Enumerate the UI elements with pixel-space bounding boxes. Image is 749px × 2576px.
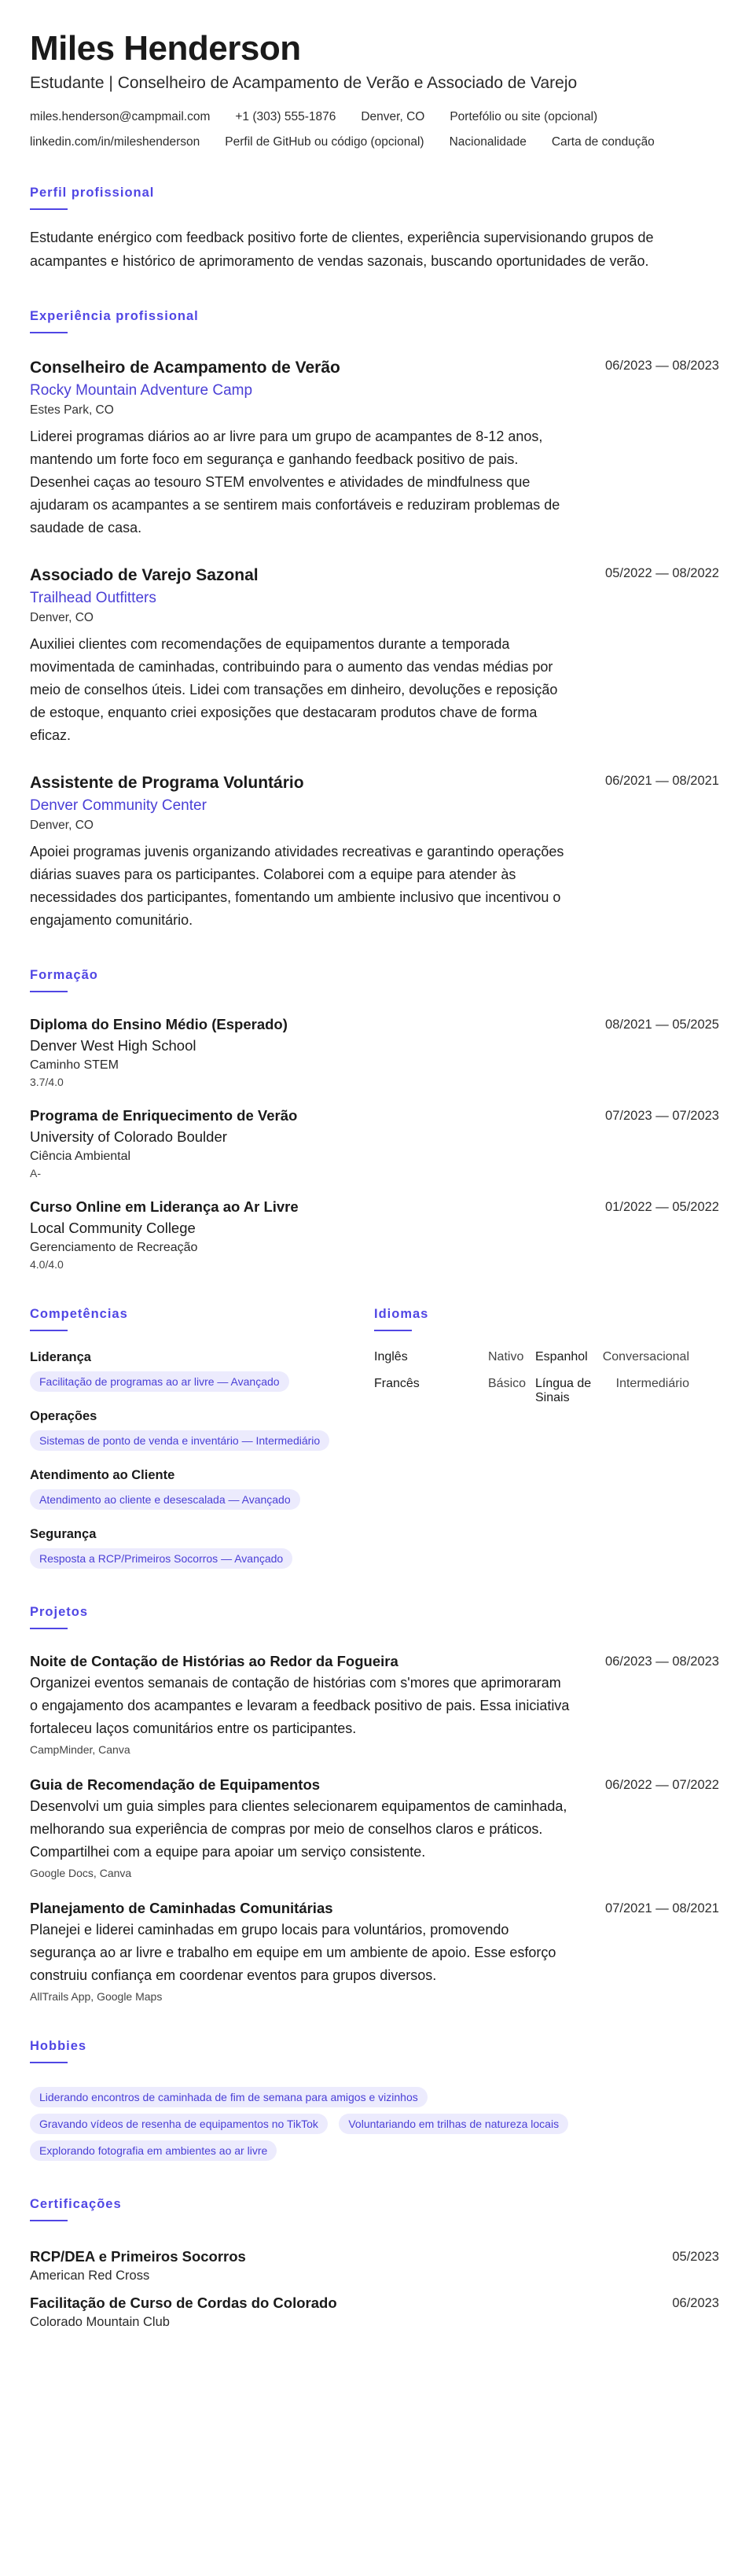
resume-header (30, 28, 719, 149)
job-description: Auxiliei clientes com recomendações de equipamentos durante a temporada movimentada de caminhadas, contribuindo para o aumento das vendas médias por meio de conselhos úteis. Lidei com transações em dinheiro, devoluções e reposição de estoque, enquanto criei exposições que destacaram produtos chave de forma eficaz. (30, 636, 558, 743)
edu-degree: Programa de Enriquecimento de Verão (30, 1107, 298, 1124)
skill-tag: Resposta a RCP/Primeiros Socorros — Avançado (30, 1548, 292, 1569)
job-location: Denver, CO (30, 819, 94, 832)
skill-tag: Atendimento ao cliente e desescalada — Avançado (30, 1489, 300, 1510)
skill-tag: Sistemas de ponto de venda e inventário — Intermediário (30, 1430, 329, 1451)
project-tools: AllTrails App, Google Maps (30, 1990, 163, 2003)
hobbies-section (30, 2039, 719, 2161)
edu-dates: 07/2023 — 07/2023 (605, 1109, 719, 1123)
project-item (30, 1653, 719, 1756)
edu-field: Gerenciamento de Recreação (30, 1241, 198, 1254)
section-title: Formação (30, 968, 98, 982)
project-description: Desenvolvi um guia simples para clientes selecionarem equipamentos de caminhada, melhorando sua experiência de compras por meio de conselhos claros e práticos. Compartilhei com a equipe para apoiar um serviço consistente. (30, 1798, 567, 1860)
certifications-section (30, 2197, 719, 2330)
section-title: Certificações (30, 2197, 122, 2211)
section-title: Idiomas (374, 1307, 429, 1321)
project-description: Organizei eventos semanais de contação de histórias com s'mores que aprimoraram o engajamento dos acampantes e levaram a feedback positivo de pais. Essa iniciativa fortaleceu laços comunitários entre os participantes. (30, 1675, 570, 1736)
edu-field: Caminho STEM (30, 1058, 119, 1072)
project-dates: 06/2022 — 07/2022 (605, 1778, 719, 1792)
skill-group (30, 1468, 374, 1510)
edu-degree: Curso Online em Liderança ao Ar Livre (30, 1198, 299, 1215)
job-employer: Denver Community Center (30, 797, 207, 814)
job-employer: Rocky Mountain Adventure Camp (30, 382, 253, 399)
edu-dates: 08/2021 — 05/2025 (605, 1018, 719, 1032)
certification-item (30, 2248, 719, 2283)
hobby-tag: Gravando vídeos de resenha de equipamentos no TikTok (30, 2114, 328, 2134)
projects-section (30, 1605, 719, 2003)
section-divider (30, 332, 68, 333)
section-title: Experiência profissional (30, 309, 199, 323)
section-divider (30, 1330, 68, 1331)
section-divider (30, 1628, 68, 1629)
experience-item (30, 565, 719, 747)
skill-tag: Facilitação de programas ao ar livre — Avançado (30, 1371, 289, 1392)
contact-email[interactable]: miles.henderson@campmail.com (30, 110, 211, 123)
cert-issuer: American Red Cross (30, 2269, 150, 2283)
project-description: Planejei e liderei caminhadas em grupo locais para voluntários, promovendo segurança ao ar livre e trabalho em equipe em um ambiente de apoio. Esse esforço construiu confiança em coordenar eventos para grupos diversos. (30, 1922, 556, 1983)
edu-grade: A- (30, 1167, 41, 1179)
project-title: Planejamento de Caminhadas Comunitárias (30, 1900, 333, 1916)
contact-driving-license: Carta de condução (551, 135, 655, 149)
languages-grid (374, 1350, 688, 1405)
language-level: Básico (488, 1377, 527, 1390)
profile-summary: Estudante enérgico com feedback positivo forte de clientes, experiência supervisionando grupos de acampantes e histórico de aprimoramento de vendas sazonais, buscando oportunidades de verão. (30, 230, 654, 269)
contact-nationality: Nacionalidade (449, 135, 527, 149)
edu-school: Denver West High School (30, 1037, 196, 1054)
contact-portfolio[interactable]: Portefólio ou site (opcional) (450, 110, 598, 123)
skill-name: Operações (30, 1409, 97, 1423)
cert-name: RCP/DEA e Primeiros Socorros (30, 2248, 246, 2265)
language-name: Francês (374, 1377, 420, 1390)
skills-section (30, 1307, 374, 1569)
project-title: Noite de Contação de Histórias ao Redor da Fogueira (30, 1653, 398, 1669)
cert-name: Facilitação de Curso de Cordas do Colorado (30, 2294, 337, 2311)
candidate-name: Miles Henderson (30, 29, 301, 68)
education-item (30, 1107, 719, 1179)
education-item (30, 1198, 719, 1271)
education-section (30, 968, 719, 1271)
job-employer: Trailhead Outfitters (30, 590, 156, 606)
job-location: Estes Park, CO (30, 403, 114, 417)
project-tools: Google Docs, Canva (30, 1867, 132, 1879)
contact-github[interactable]: Perfil de GitHub ou código (opcional) (225, 135, 424, 149)
education-item (30, 1016, 719, 1088)
language-name: Inglês (374, 1350, 408, 1363)
hobby-tag: Voluntariando em trilhas de natureza locais (339, 2114, 568, 2134)
experience-section (30, 309, 719, 932)
edu-grade: 3.7/4.0 (30, 1076, 64, 1088)
skill-name: Segurança (30, 1527, 97, 1541)
section-divider (374, 1330, 412, 1331)
language-level: Nativo (488, 1350, 524, 1363)
section-divider (30, 208, 68, 210)
skill-group (30, 1350, 374, 1392)
section-title: Competências (30, 1307, 128, 1321)
project-tools: CampMinder, Canva (30, 1743, 130, 1756)
cert-date: 06/2023 (672, 2296, 719, 2310)
experience-item (30, 772, 719, 932)
skill-group (30, 1409, 374, 1451)
job-title: Associado de Varejo Sazonal (30, 566, 259, 584)
section-title: Perfil profissional (30, 186, 155, 200)
edu-grade: 4.0/4.0 (30, 1258, 64, 1271)
cert-date: 05/2023 (672, 2250, 719, 2264)
section-divider (30, 991, 68, 992)
job-dates: 06/2023 — 08/2023 (605, 359, 719, 373)
language-level: Intermediário (615, 1377, 689, 1390)
language-name: Espanhol (535, 1350, 588, 1363)
project-title: Guia de Recomendação de Equipamentos (30, 1776, 321, 1793)
languages-section (374, 1307, 688, 1569)
section-divider (30, 2062, 68, 2063)
project-dates: 07/2021 — 08/2021 (605, 1901, 719, 1915)
section-title: Hobbies (30, 2039, 87, 2053)
edu-degree: Diploma do Ensino Médio (Esperado) (30, 1016, 288, 1032)
hobby-tag: Explorando fotografia em ambientes ao ar livre (30, 2140, 277, 2161)
contact-linkedin[interactable]: linkedin.com/in/mileshenderson (30, 135, 200, 149)
skill-group (30, 1527, 374, 1569)
certification-item (30, 2294, 719, 2330)
job-location: Denver, CO (30, 611, 94, 624)
job-dates: 06/2021 — 08/2021 (605, 774, 719, 788)
skill-name: Liderança (30, 1350, 91, 1364)
cert-issuer: Colorado Mountain Club (30, 2315, 170, 2329)
skills-languages-row (30, 1307, 719, 1569)
edu-dates: 01/2022 — 05/2022 (605, 1200, 719, 1214)
skill-name: Atendimento ao Cliente (30, 1468, 175, 1482)
language-level: Conversacional (602, 1350, 689, 1363)
job-title: Conselheiro de Acampamento de Verão (30, 359, 340, 377)
job-title: Assistente de Programa Voluntário (30, 774, 304, 792)
section-title: Projetos (30, 1605, 89, 1619)
experience-item (30, 357, 719, 539)
language-name: Língua de Sinais (535, 1377, 592, 1404)
edu-school: University of Colorado Boulder (30, 1128, 227, 1145)
contact-list (30, 110, 719, 149)
contact-phone[interactable]: +1 (303) 555-1876 (235, 110, 336, 123)
hobby-tags (30, 2081, 719, 2161)
project-item (30, 1900, 719, 2003)
contact-location: Denver, CO (361, 110, 425, 123)
candidate-headline: Estudante | Conselheiro de Acampamento de Verão e Associado de Varejo (30, 74, 578, 92)
section-divider (30, 2220, 68, 2221)
hobby-tag: Liderando encontros de caminhada de fim de semana para amigos e vizinhos (30, 2087, 428, 2107)
edu-field: Ciência Ambiental (30, 1150, 131, 1163)
job-dates: 05/2022 — 08/2022 (605, 566, 719, 580)
project-item (30, 1776, 719, 1879)
job-description: Apoiei programas juvenis organizando atividades recreativas e garantindo operações diárias suaves para os participantes. Colaborei com a equipe para atender às necessidades dos participantes, fomentando um ambiente inclusivo que incentivou o engajamento comunitário. (30, 844, 564, 928)
project-dates: 06/2023 — 08/2023 (605, 1654, 719, 1669)
job-description: Liderei programas diários ao ar livre para um grupo de acampantes de 8-12 anos, mantendo um forte foco em segurança e ganhando feedback positivo de pais. Desenhei caças ao tesouro STEM envolventes e atividades de mindfulness que ajudaram os acampantes a se sentirem mais confortáveis e reduziram problemas de saudade de casa. (30, 429, 560, 535)
profile-section (30, 186, 719, 273)
edu-school: Local Community College (30, 1220, 196, 1236)
